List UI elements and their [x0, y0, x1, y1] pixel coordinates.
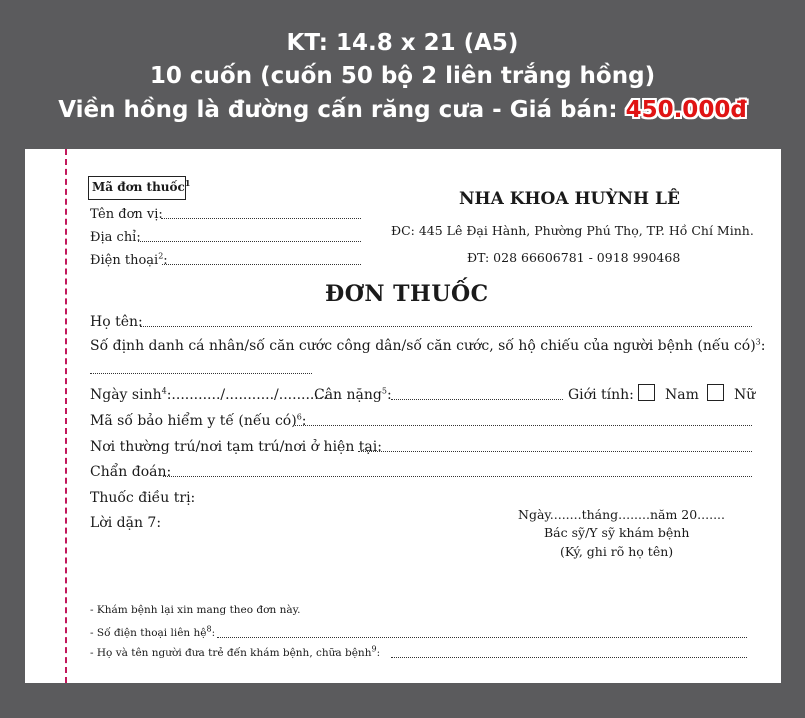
price-line: [0, 97, 805, 123]
unit-name-label: Tên đơn vị:: [90, 207, 163, 222]
price-value: 450.000đ: [625, 97, 747, 123]
treatment-label: Thuốc điều trị:: [90, 490, 196, 506]
perforation-line: [65, 149, 67, 683]
id-number-dots: [90, 373, 312, 374]
male-checkbox[interactable]: [638, 384, 655, 401]
residence-label: Nơi thường trú/nơi tạm trú/nơi ở hiện tại:: [90, 439, 382, 455]
female-label: Nữ: [734, 387, 756, 403]
prescription-code-box: Mã đơn thuốc$^1$: [88, 176, 186, 200]
patient-name-dots: [140, 326, 752, 327]
insurance-label: Mã số bảo hiểm y tế (nếu có)$^6$:: [90, 412, 307, 429]
weight-dots: [391, 399, 563, 400]
page-title: ĐƠN THUỐC: [325, 281, 489, 307]
residence-dots: [358, 451, 752, 452]
gender-label: Giới tính:: [568, 387, 634, 403]
quantity-line: 10 cuốn (cuốn 50 bộ 2 liên trắng hồng): [149, 63, 656, 89]
doctor-label: Bác sỹ/Y sỹ khám bệnh: [544, 525, 690, 540]
phone-label: Điện thoại$^2$:: [90, 251, 168, 268]
note-guardian: - Họ và tên người đưa trẻ đến khám bệnh, chữa bệnh$^9$:: [90, 644, 381, 659]
female-checkbox[interactable]: [707, 384, 724, 401]
address-label: Địa chỉ:: [90, 230, 141, 245]
clinic-phone: ĐT: 028 66606781 - 0918 990468: [467, 250, 681, 265]
insurance-dots: [293, 425, 752, 426]
size-line: KT: 14.8 x 21 (A5): [286, 30, 519, 56]
unit-name-dots: [161, 218, 361, 219]
note-return: - Khám bệnh lại xin mang theo đơn này.: [90, 604, 301, 616]
signature-label: (Ký, ghi rõ họ tên): [560, 544, 674, 559]
note-phone-dots: [217, 637, 747, 638]
clinic-address: ĐC: 445 Lê Đại Hành, Phường Phú Thọ, TP. Hồ Chí Minh.: [391, 223, 754, 238]
male-label: Nam: [665, 387, 699, 403]
prescription-form: [25, 149, 781, 683]
note-guardian-dots: [391, 657, 747, 658]
note-phone: - Số điện thoại liên hệ$^8$:: [90, 624, 216, 639]
dob-label: Ngày $\sinh^4:.........../.........../$...........: [90, 386, 328, 403]
clinic-name: NHA KHOA HUỲNH LÊ: [459, 189, 680, 209]
patient-name-label: Họ tên:: [90, 314, 143, 330]
price-line-text: Viền hồng là đường cấn răng cưa - Giá bán:: [58, 97, 626, 123]
diagnosis-dots: [163, 476, 752, 477]
address-dots: [138, 241, 361, 242]
diagnosis-label: Chẩn đoán:: [90, 464, 172, 480]
id-number-label: Số định danh cá nhân/số căn cước công dân/số căn cước, số hộ chiếu của người bệnh (nếu có)$^3$:: [90, 337, 766, 354]
phone-dots: [162, 264, 361, 265]
date-line: Ngày........tháng........năm 20.......: [518, 507, 725, 522]
advice-label: Lời dặn 7:: [90, 515, 162, 531]
weight-label: Cân nặng$^5$:: [314, 386, 392, 403]
